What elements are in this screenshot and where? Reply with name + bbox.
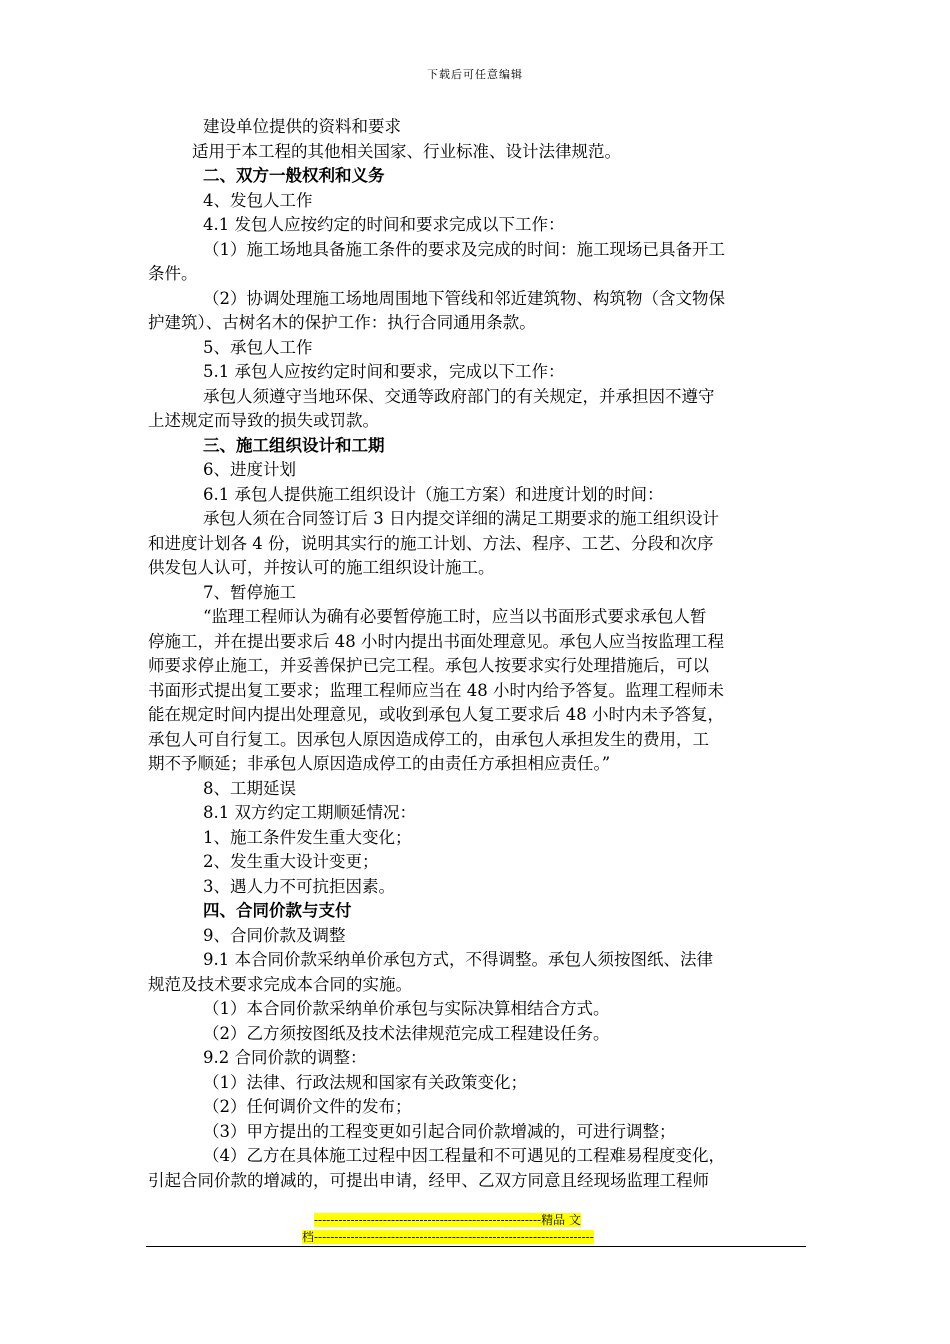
footer-rule [146,1246,806,1247]
paragraph-line: 供发包人认可，并按认可的施工组织设计施工。 [148,558,495,577]
paragraph-line: （3）甲方提出的工程变更如引起合同价款增减的，可进行调整； [203,1121,676,1141]
paragraph-line: 6.1 承包人提供施工组织设计（施工方案）和进度计划的时间： [203,484,664,504]
paragraph-line: 9.2 合同价款的调整： [203,1048,367,1067]
paragraph-line: （4）乙方在具体施工过程中因工程量和不可遇见的工程难易程度变化， [203,1146,725,1165]
paragraph-line: 9、合同价款及调整 [203,925,346,945]
paragraph-line: 4、发包人工作 [203,190,313,210]
paragraph-line: 4.1 发包人应按约定的时间和要求完成以下工作： [203,215,565,234]
footer-line-2 [302,1228,950,1245]
paragraph-line: 师要求停止施工，并妥善保护已完工程。承包人按要求实行处理措施后，可以 [148,656,709,675]
paragraph-line: 条件。 [148,264,198,283]
paragraph-line: 9.1 本合同价款采纳单价承包方式，不得调整。承包人须按图纸、法律 [203,950,713,969]
footer-text-2: 档--------------------------------------------------------------------- [302,1230,594,1244]
paragraph-line: 3、遇人力不可抗拒因素。 [203,876,395,896]
paragraph-line: 7、暂停施工 [203,582,296,602]
paragraph-line: 护建筑）、古树名木的保护工作：执行合同通用条款。 [148,313,536,332]
footer-line-1 [314,1211,950,1228]
paragraph-line: 停施工，并在提出要求后 48 小时内提出书面处理意见。承包人应当按监理工程 [148,631,724,651]
paragraph-line: 规范及技术要求完成本合同的实施。 [148,974,412,994]
paragraph-line: （2）乙方须按图纸及技术法律规范完成工程建设任务。 [203,1023,610,1043]
page-header: 下载后可任意编辑 [427,68,523,81]
footer-text-1: --------------------------------------------------------精品 文 [314,1213,581,1227]
paragraph-line: 上述规定而导致的损失或罚款。 [148,411,379,430]
paragraph-line: 承包人须在合同签订后 3 日内提交详细的满足工期要求的施工组织设计 [203,509,719,528]
paragraph-line: （2）协调处理施工场地周围地下管线和邻近建筑物、构筑物（含文物保 [203,288,725,308]
section-heading: 四、合同价款与支付 [203,901,352,920]
paragraph-line: 8.1 双方约定工期顺延情况： [203,803,416,822]
paragraph-line: 建设单位提供的资料和要求 [203,117,401,136]
paragraph-line: 8、工期延误 [203,778,296,798]
paragraph-line: 承包人可自行复工。因承包人原因造成停工的，由承包人承担发生的费用，工 [148,729,709,749]
paragraph-line: 书面形式提出复工要求；监理工程师应当在 48 小时内给予答复。监理工程师未 [148,680,724,700]
paragraph-line: （1）施工场地具备施工条件的要求及完成的时间：施工现场已具备开工 [203,239,725,259]
paragraph-line: “监理工程师认为确有必要暂停施工时，应当以书面形式要求承包人暂 [203,607,707,626]
document-body [148,115,808,1193]
section-heading: 二、双方一般权利和义务 [203,166,385,185]
paragraph-line: 能在规定时间内提出处理意见，或收到承包人复工要求后 48 小时内未予答复， [148,705,724,724]
paragraph-line: （1）本合同价款采纳单价承包与实际决算相结合方式。 [203,999,610,1018]
paragraph-line: 适用于本工程的其他相关国家、行业标准、设计法律规范。 [192,141,621,161]
paragraph-line: 2、发生重大设计变更； [203,852,379,871]
paragraph-line: 承包人须遵守当地环保、交通等政府部门的有关规定，并承担因不遵守 [203,386,715,406]
paragraph-line: （1）法律、行政法规和国家有关政策变化； [203,1072,527,1092]
paragraph-line: 6、进度计划 [203,460,296,479]
paragraph-line: （2）任何调价文件的发布； [203,1097,412,1116]
paragraph-line: 引起合同价款的增减的，可提出申请，经甲、乙双方同意且经现场监理工程师 [148,1170,709,1190]
paragraph-line: 5.1 承包人应按约定时间和要求，完成以下工作： [203,362,565,381]
paragraph-line: 1、施工条件发生重大变化； [203,827,412,847]
paragraph-line: 期不予顺延；非承包人原因造成停工的由责任方承担相应责任。” [148,754,611,773]
paragraph-line: 5、承包人工作 [203,337,313,357]
section-heading: 三、施工组织设计和工期 [203,435,385,455]
paragraph-line: 和进度计划各 4 份，说明其实行的施工计划、方法、程序、工艺、分段和次序 [148,533,714,553]
